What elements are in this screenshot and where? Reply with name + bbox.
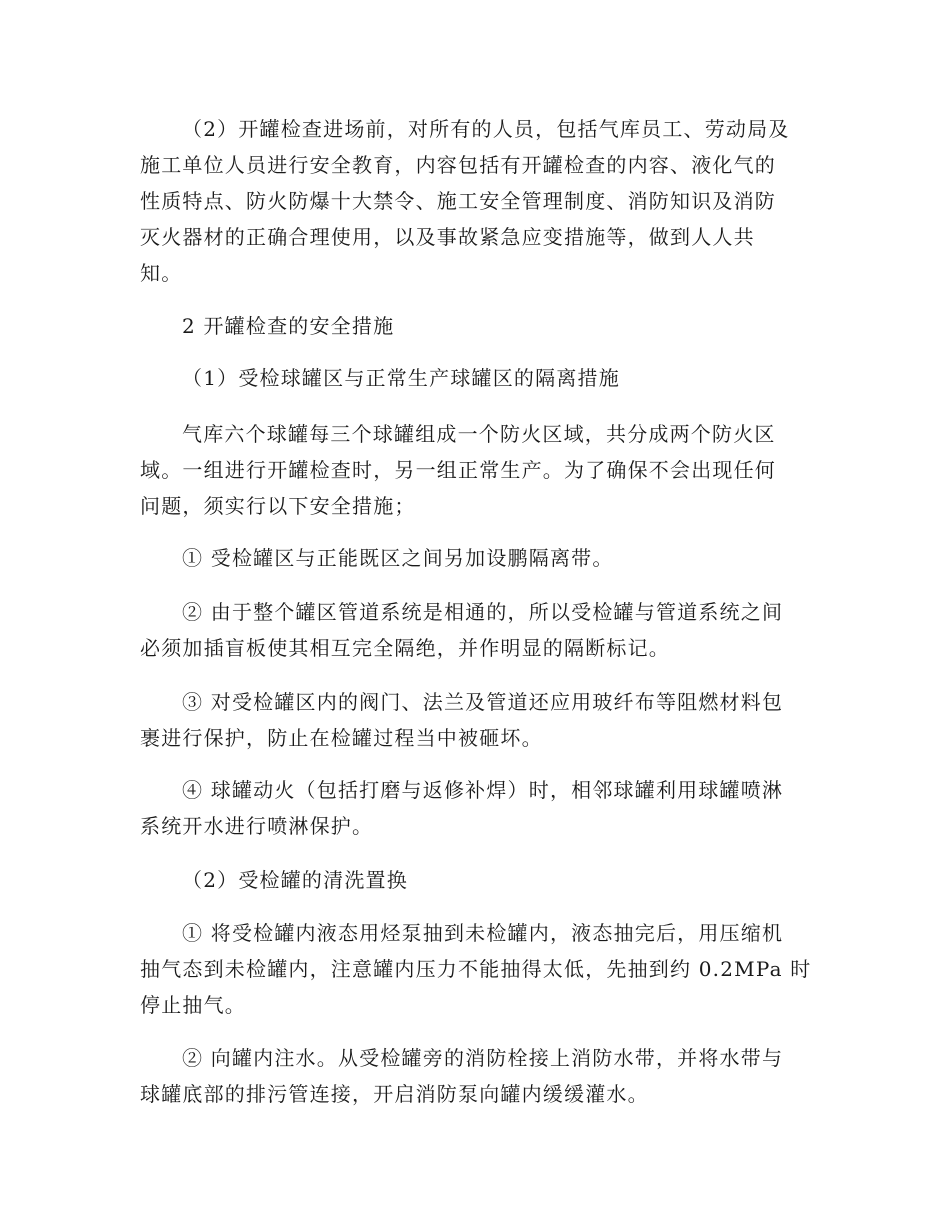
list-item-1-isolation-belt (140, 540, 810, 576)
text-line: 问题，须实行以下安全措施； (140, 494, 416, 518)
text-line: 停止抽气。 (140, 993, 246, 1017)
list-item-3-fireproof-wrap (140, 684, 810, 756)
text-line: 2 开罐检查的安全措施 (182, 314, 395, 338)
text-line: 灭火器材的正确合理使用，以及事故紧急应变措施等，做到人人共 (140, 225, 755, 249)
text-line: 系统开水进行喷淋保护。 (140, 814, 374, 838)
text-line: 域。一组进行开罐检查时，另一组正常生产。为了确保不会出现任何 (140, 458, 776, 482)
text-line: ③ 对受检罐区内的阀门、法兰及管道还应用玻纤布等阻燃材料包 (182, 690, 784, 714)
text-line: （2）受检罐的清洗置换 (182, 868, 408, 892)
subsection-heading-isolation (140, 360, 810, 396)
text-line: 球罐底部的排污管连接，开启消防泵向罐内缓缓灌水。 (140, 1082, 649, 1106)
text-line: 抽气态到未检罐内，注意罐内压力不能抽得太低，先抽到约 0.2MPa 时 (140, 957, 812, 981)
list-item-1-pump-out (140, 915, 810, 1023)
text-line: ① 受检罐区与正能既区之间另加设鹏隔离带。 (182, 546, 614, 570)
text-line: 裹进行保护，防止在检罐过程当中被砸坏。 (140, 726, 543, 750)
text-line: ① 将受检罐内液态用烃泵抽到未检罐内，液态抽完后，用压缩机 (182, 921, 784, 945)
text-line: 施工单位人员进行安全教育，内容包括有开罐检查的内容、液化气的 (140, 153, 776, 177)
text-line: ② 向罐内注水。从受检罐旁的消防栓接上消防水带，并将水带与 (182, 1046, 784, 1070)
paragraph-pre-entry-safety-education (140, 111, 810, 291)
text-line: ④ 球罐动火（包括打磨与返修补焊）时，相邻球罐利用球罐喷淋 (182, 778, 784, 802)
list-item-2-blind-plates (140, 594, 810, 666)
text-line: ② 由于整个罐区管道系统是相通的，所以受检罐与管道系统之间 (182, 600, 784, 624)
text-line: 气库六个球罐每三个球罐组成一个防火区域，共分成两个防火区 (182, 422, 776, 446)
text-line: 性质特点、防火防爆十大禁令、施工安全管理制度、消防知识及消防 (140, 189, 776, 213)
list-item-2-water-fill (140, 1040, 810, 1112)
list-item-4-spray-protection (140, 772, 810, 844)
section-heading-safety-measures (140, 308, 810, 344)
text-line: （2）开罐检查进场前，对所有的人员，包括气库员工、劳动局及 (182, 117, 790, 141)
text-line: （1）受检球罐区与正常生产球罐区的隔离措施 (182, 366, 620, 390)
text-line: 知。 (140, 261, 183, 285)
paragraph-fire-zones (140, 416, 810, 524)
subsection-heading-cleaning (140, 862, 810, 898)
text-line: 必须加插盲板使其相互完全隔绝，并作明显的隔断标记。 (140, 636, 670, 660)
